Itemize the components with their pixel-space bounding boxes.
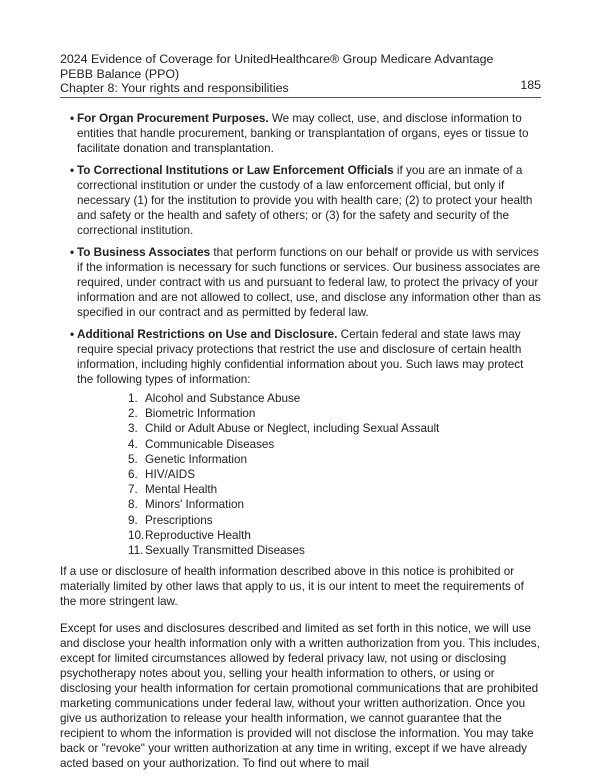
chapter-title: Chapter 8: Your rights and responsibilities [60, 81, 289, 95]
list-item: 5. Genetic Information [128, 452, 247, 466]
list-item: 3. Child or Adult Abuse or Neglect, including Sexual Assault [128, 422, 440, 436]
list-item: 8. Minors' Information [128, 498, 245, 512]
page-header [60, 52, 541, 96]
bullet-correctional-institutions [60, 163, 541, 238]
bullet-heading: To Correctional Institutions or Law Enforcement Officials [77, 164, 394, 177]
list-item: 6. HIV/AIDS [128, 468, 196, 482]
bullet-heading: For Organ Procurement Purposes. [77, 112, 269, 125]
information-types-list [60, 391, 541, 558]
paragraph-written-authorization: Except for uses and disclosures described and limited as set forth in this notice, we will use and disclose your health information only with a written authorization from you. This includes, except for limited circumstances allowed by federal privacy law, not using or disclosing psychotherapy notes about you, selling your health information to others, or using or disclosing your health information for certain promotional communications that are prohibited marketing communications under federal law, without your written authorization. Once you give us authorization to release your health information, we cannot guarantee that the recipient to whom the information is provided will not disclose the information. You may take back or "revoke" your written authorization at any time in writing, except if we have already acted based on your authorization. To find out where to mail [60, 622, 540, 771]
bullet-text: We may collect, use, and disclose information to entities that handle procurement, banking or transplantation of organs, eyes or tissue to facilitate donation and transplantation. [77, 112, 529, 155]
bullet-heading: Additional Restrictions on Use and Disclosure. [77, 328, 338, 341]
bullet-organ-procurement [60, 111, 541, 156]
list-item: 7. Mental Health [128, 483, 218, 497]
list-item: 2. Biometric Information [128, 407, 256, 421]
page-number: 185 [520, 78, 541, 92]
bullet-heading: To Business Associates [77, 246, 211, 259]
document-title: 2024 Evidence of Coverage for UnitedHealthcare® Group Medicare Advantage PEBB Balance (PPO) [60, 52, 494, 81]
bullet-additional-restrictions [60, 327, 541, 387]
list-item: 10. Reproductive Health [128, 528, 251, 542]
bullet-text: if you are an inmate of a correctional institution or under the custody of a law enforcement official, but only if necessary (1) for the institution to provide you with health care; (2) to protect your health and safety or the health and safety of others; or (3) for the safety and security of the correctional institution. [77, 164, 533, 237]
header-divider [60, 97, 541, 98]
page-content [60, 111, 541, 783]
paragraph-stringent-law: If a use or disclosure of health information described above in this notice is prohibited or materially limited by other laws that apply to us, it is our intent to meet the requirements of the more stringent law. [60, 565, 524, 609]
list-item: 11. Sexually Transmitted Diseases [128, 544, 305, 558]
chapter-row [60, 78, 541, 96]
bullet-text: Certain federal and state laws may require special privacy protections that restrict the use and disclosure of certain health information, including highly confidential information about you. Such laws may protect the following types of information: [77, 328, 524, 386]
list-item: 4. Communicable Diseases [128, 437, 275, 451]
bullet-business-associates [60, 245, 541, 320]
bullet-text: that perform functions on our behalf or provide us with services if the information is necessary for such functions or services. Our business associates are required, under contract with us and pursuant to federal law, to protect the privacy of your information and are not allowed to collect, use, and disclose any information other than as specified in our contract and as permitted by federal law. [77, 246, 541, 319]
list-item: 9. Prescriptions [128, 513, 213, 527]
list-item: 1. Alcohol and Substance Abuse [128, 392, 301, 405]
